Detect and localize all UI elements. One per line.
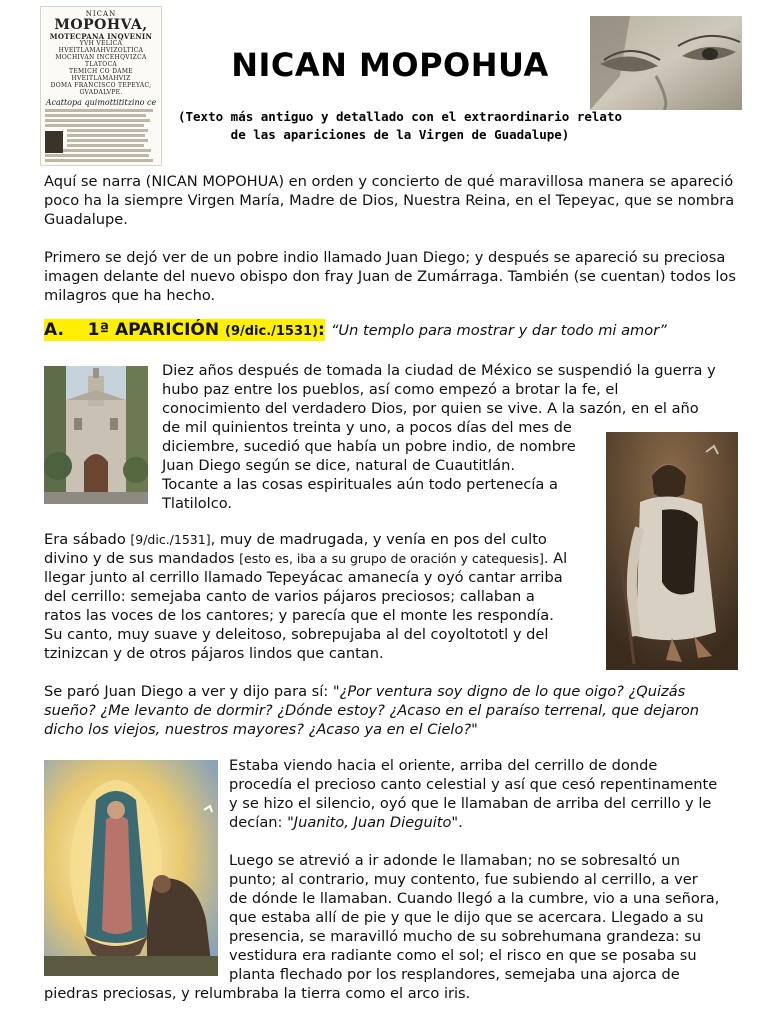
bracket-note: [esto es, iba a su grupo de oración y catequesis]: [239, 551, 544, 566]
body-paragraph-1: [162, 361, 742, 513]
text-line: piedras preciosas, y relumbraba la tierra como el arco iris.: [44, 985, 471, 1002]
text-line: de dónde le llamaban. Cuando llegó a la cumbre, vio a una señora,: [229, 890, 720, 907]
text-line: tzinizcan y de otros pájaros lindos que cantan.: [44, 645, 384, 662]
text-line: ratos las voces de los cantores; y parecía que el monte les respondía.: [44, 607, 554, 624]
body-paragraph-2: [44, 530, 604, 663]
text-line: Estaba viendo hacia el oriente, arriba del cerrillo de donde: [229, 757, 658, 774]
title-page-scan: [40, 6, 162, 166]
intro-paragraph: Primero se dejó ver de un pobre indio llamado Juan Diego; y después se apareció su preciosa imagen delante del nuevo obispo don fray Juan de Zumárraga. También (se cuentan) todos los milagros que ha hecho.: [44, 249, 736, 304]
title-page-line: TEMICH CO DAME HVEITLAMAHVIZ: [69, 68, 133, 82]
section-colon: :: [318, 320, 325, 340]
text-line: y se hizo el silencio, oyó que le llamaban de arriba del cerrillo y le: [229, 795, 712, 812]
text-line: del cerrillo: semejaba canto de varios pájaros preciosos; callaban a: [44, 588, 535, 605]
text-line: llegar junto al cerrillo llamado Tepeyácac amanecía y oyó cantar arriba: [44, 569, 563, 586]
title-page-line: MOTECPANA INQVENIN: [49, 32, 153, 41]
page-title: NICAN MOPOHUA: [231, 46, 549, 84]
subtitle-line: de las apariciones de la Virgen de Guadalupe): [230, 127, 570, 142]
text-line: Era sábado [9/dic./1531], muy de madrugada, y venía en pos del culto: [44, 531, 547, 548]
section-letter: A. 1ª APARICIÓN (9/dic./1531):: [44, 320, 325, 340]
section-heading: [44, 320, 667, 346]
body-paragraph-4: [229, 756, 741, 832]
text-line: procedía el precioso canto celestial y así que cesó repentinamente: [229, 776, 718, 793]
text-line: decían: "Juanito, Juan Dieguito".: [229, 814, 463, 831]
text-line: divino y de sus mandados [esto es, iba a su grupo de oración y catequesis]. Al: [44, 550, 568, 567]
text-line: vestidura era radiante como el sol; el risco en que se posaba su: [229, 947, 697, 964]
title-page-text-block: [45, 129, 157, 162]
text-line: Luego se atrevió a ir adonde le llamaban; no se sobresaltó un: [229, 852, 681, 869]
text-line: Tocante a las cosas espirituales aún todo pertenecía a: [162, 476, 558, 493]
text-line: conocimiento del verdadero Dios, por quien se vive. A la sazón, en el año: [162, 400, 699, 417]
title-page-line: YVH VELICA HVEITLAMAHVIZOLTICA: [58, 40, 144, 54]
text-line: Juan Diego según se dice, natural de Cuautitlán.: [162, 457, 515, 474]
section-quote: “Un templo para mostrar y dar todo mi amor”: [330, 322, 667, 339]
text-line: Su canto, muy suave y deleitoso, sobrepujaba al del coyoltototl y del: [44, 626, 549, 643]
title-page-italic-line: Acattopa quimottititzino ce: [45, 98, 157, 107]
text-line: Tlatilolco.: [162, 495, 233, 512]
title-page-line: NICAN: [85, 10, 117, 18]
text-line: punto; al contrario, muy contento, fue subiendo al cerrillo, a ver: [229, 871, 698, 888]
subtitle-line: (Texto más antiguo y detallado con el extraordinario relato: [177, 109, 622, 124]
inner-quote: "¿Por ventura soy digno de lo que oigo? ¿Quizás sueño? ¿Me levanto de dormir? ¿Dónde estoy? ¿Acaso en el paraíso terrenal, que dejaron dicho los viejos, nuestros mayores? ¿Acaso ya en el Cielo?": [44, 683, 700, 738]
drop-capital: [45, 131, 63, 153]
title-page-line: DOMA FRANCISCO TEPEYAC,: [50, 82, 152, 89]
title-page-line: MOCHIVAN INCEHQVIZCA TLATOCA: [55, 54, 147, 68]
apparition-image: [44, 760, 218, 976]
text-line: de mil quinientos treinta y uno, a pocos días del mes de: [162, 419, 572, 436]
date-note: [9/dic./1531]: [130, 532, 211, 547]
title-page-heading: MOPOHVA,: [54, 17, 148, 33]
text-line: presencia, se maravilló mucho de su sobrehumana grandeza: su: [229, 928, 702, 945]
title-page-text-block: [45, 109, 157, 127]
body-paragraph-5: [229, 851, 741, 984]
text-line: que estaba allí de pie y que le dijo que se acercara. Llegado a su: [229, 909, 704, 926]
subtitle: [150, 108, 650, 144]
text-line: hubo paz entre los pueblos, así como empezó a brotar la fe, el: [162, 381, 619, 398]
title-page-line: GVADALVPE.: [79, 89, 123, 96]
text-line: planta flechado por los resplandores, semejaba una ajorca de: [229, 966, 680, 983]
inner-quote: "Juanito, Juan Dieguito": [287, 814, 459, 831]
text-line: Diez años después de tomada la ciudad de México se suspendió la guerra y: [162, 362, 716, 379]
body-paragraph-3: Se paró Juan Diego a ver y dijo para sí: "¿Por ventura soy digno de lo que oigo? ¿Quizás sueño? ¿Me levanto de dormir? ¿Dónde estoy? ¿Acaso en el paraíso terrenal, que dejaron dicho los viejos, nuestros mayores? ¿Acaso ya en el Cielo?": [44, 683, 700, 738]
intro-paragraph: Aquí se narra (NICAN MOPOHUA) en orden y concierto de qué maravillosa manera se apareció poco ha la siempre Virgen María, Madre de Dios, Nuestra Reina, en el Tepeyac, que se nombra Guadalupe.: [44, 173, 735, 228]
text-line: diciembre, sucedió que había un pobre indio, de nombre: [162, 438, 576, 455]
church-image: [44, 366, 148, 504]
section-label: 1ª APARICIÓN: [87, 320, 220, 340]
section-date: (9/dic./1531): [225, 324, 319, 339]
